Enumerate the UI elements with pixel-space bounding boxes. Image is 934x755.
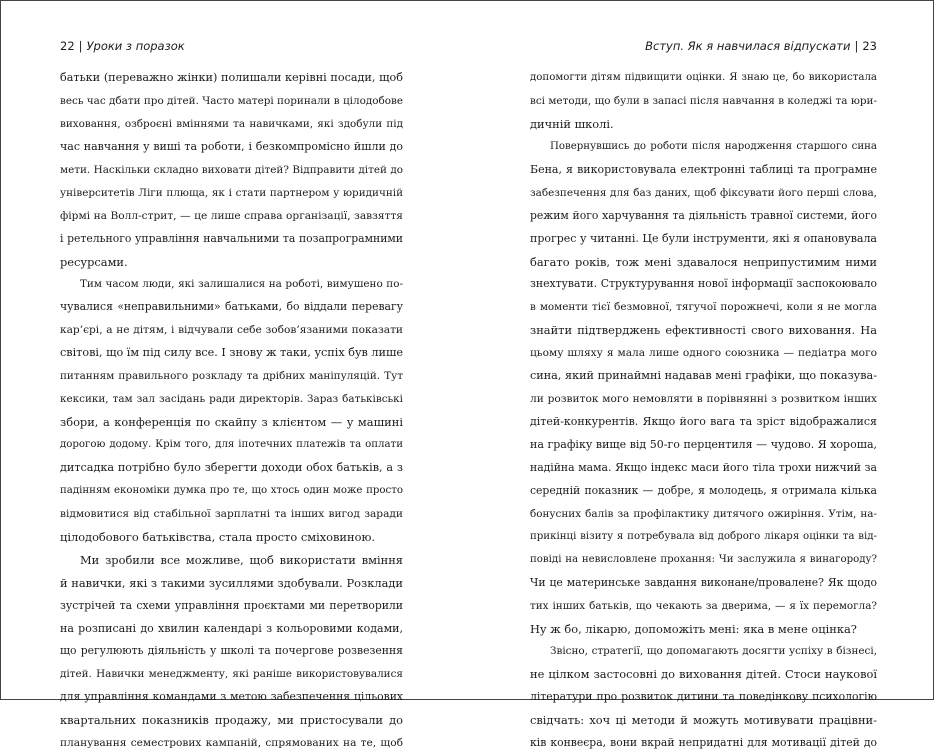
text-line: дорогою додому. Крім того, для іпотечних платежів та оплати — [60, 439, 403, 450]
left-running-title: Уроки з поразок — [86, 39, 185, 53]
text-line: падінням економіки думка про те, що хтось один може просто — [60, 484, 403, 496]
text-line: всі методи, що були в запасі після навчання в коледжі та юри- — [530, 94, 877, 107]
text-line: дитсадка потрібно було зберегти доходи обох батьків, а з — [60, 460, 403, 474]
text-line: прогрес у читанні. Це були інструменти, які я опановувала — [530, 231, 877, 245]
text-line: ресурсами. — [60, 254, 128, 269]
text-line: прикінці візиту я потребувала від доброго лікаря оцінки та від- — [530, 530, 877, 542]
text-line: Повернувшись до роботи після народження старшого сина — [550, 140, 877, 152]
left-page — [60, 0, 403, 750]
right-page-number: 23 — [862, 39, 877, 53]
text-line: Звісно, стратегії, що допомагають досягти успіху в бізнесі, — [550, 645, 877, 658]
text-line: кар’єрі, а не дітям, і відчували себе зобов’язаними показати — [60, 324, 403, 337]
text-line: мети. Наскільки складно виховати дітей? Відправити дітей до — [60, 163, 403, 176]
text-line: в моменти тієї безмовної, тягучої порожнечі, коли я не могла — [530, 301, 877, 314]
text-line: збори, а конференція по скайпу з клієнтом — у машині — [60, 415, 403, 430]
text-line: Чи це материнське завдання виконане/провалене? Як щодо — [530, 575, 877, 589]
text-line: питанням правильного розкладу та дрібних маніпуляцій. Тут — [60, 370, 403, 383]
text-line: дітей. Навички менеджменту, які раніше використовувалися — [60, 668, 403, 681]
text-line: чувалися «неправильними» батьками, бо віддали перевагу — [60, 300, 403, 314]
left-running-header — [60, 39, 403, 53]
text-line: університетів Ліги плюща, як і стати партнером у юридичній — [60, 186, 403, 199]
text-line: режим його харчування та діяльність травної системи, його — [530, 208, 877, 222]
left-page-body-text — [60, 67, 403, 755]
text-line: тих інших батьків, що чекають за дверима, — я їх перемогла? — [530, 599, 877, 612]
text-line: бонусних балів за профілактику дитячого ожиріння. Утім, на- — [530, 507, 877, 520]
text-line: Ну ж бо, лікарю, допоможіть мені: яка в мене оцінка? — [530, 621, 857, 636]
right-header-separator: | — [854, 39, 859, 53]
text-line: і ретельного управління навчальними та позапрограмними — [60, 231, 403, 245]
text-line: забезпечення для баз даних, щоб фіксувати його перші слова, — [530, 186, 877, 199]
text-line: на графіку вище від 50-го перцентиля — чудово. Я хороша, — [530, 438, 877, 451]
text-line: знехтувати. Структурування нової інформації заспокоювало — [530, 277, 877, 291]
text-line: планування семестрових кампаній, спрямованих на те, щоб — [60, 737, 403, 750]
text-line: що регулюють діяльність у школі та почергове розвезення — [60, 644, 403, 658]
text-line: дичній школі. — [530, 116, 614, 131]
text-line: ли розвиток мого немовляти в порівнянні з розвитком інших — [530, 393, 877, 406]
text-line: фірмі на Волл-стрит, — це лише справа організації, завзяття — [60, 209, 403, 222]
text-line: повіді на невисловлене прохання: Чи заслужила я винагороду? — [530, 553, 877, 565]
text-line: відмовитися від стабільної зарплатні та інших вигод заради — [60, 507, 403, 520]
text-line: весь час дбати про дітей. Часто матері поринали в цілодобове — [60, 94, 403, 107]
text-line: зустрічей та схеми управління проєктами ми перетворили — [60, 598, 403, 612]
text-line: дітей-конкурентів. Якщо його вага та зріст відображалися — [530, 415, 877, 429]
right-running-title: Вступ. Як я навчилася відпускати — [645, 39, 851, 53]
text-line: сина, який принаймні надавав мені графіки, що показува- — [530, 369, 877, 383]
text-line: багато років, тож мені здавалося неприпустимим ними — [530, 254, 877, 269]
text-line: літератури про розвиток дитини та поведінкову психологію — [530, 690, 877, 704]
text-line: для управління командами з метою забезпечення цільових — [60, 690, 403, 704]
text-line: цьому шляху я мала лише одного союзника — педіатра мого — [530, 347, 877, 360]
text-line: надійна мама. Якщо індекс маси його тіла трохи нижчий за — [530, 460, 877, 474]
text-line: батьки (переважно жінки) полишали керівні посади, щоб — [60, 71, 403, 84]
text-line: час навчання у виші та роботи, і безкомпромісно йшли до — [60, 139, 403, 153]
left-page-number: 22 — [60, 39, 75, 53]
right-page — [530, 0, 877, 750]
text-line: Бена, я використовувала електронні таблиці та програмне — [530, 162, 877, 176]
text-line: допомогти дітям підвищити оцінки. Я знаю це, бо використала — [530, 72, 877, 83]
text-line: Тим часом люди, які залишалися на роботі, вимушено по- — [80, 278, 403, 291]
text-line: виховання, озброєні вміннями та навичками, які здобули під — [60, 117, 403, 130]
text-line: квартальних показників продажу, ми пристосували до — [60, 713, 403, 728]
text-line: світові, що їм під силу все. І знову ж таки, успіх був лише — [60, 346, 403, 360]
text-line: знайти підтверджень ефективності свого виховання. На — [530, 323, 877, 338]
text-line: середній показник — добре, я молодець, я отримала кілька — [530, 483, 877, 497]
text-line: свідчать: хоч ці методи й можуть мотивувати працівни- — [530, 713, 877, 728]
right-page-body-text — [530, 67, 877, 755]
left-header-separator: | — [78, 39, 83, 53]
text-line: Ми зробили все можливе, щоб використати вміння — [80, 552, 403, 567]
right-running-header — [530, 39, 877, 53]
text-line: цілодобового батьківства, стала просто сміховиною. — [60, 529, 375, 544]
text-line: на розписані до хвилин календарі з кольоровими кодами, — [60, 621, 403, 635]
text-line: не цілком застосовні до виховання дітей. Стоси наукової — [530, 667, 877, 682]
text-line: кексики, там зал засідань ради директорів. Зараз батьківські — [60, 393, 403, 406]
text-line: й навички, які з такими зусиллями здобували. Розклади — [60, 575, 403, 590]
text-line: ків конвеєра, вони вкрай непридатні для мотивації дітей до — [530, 736, 877, 750]
